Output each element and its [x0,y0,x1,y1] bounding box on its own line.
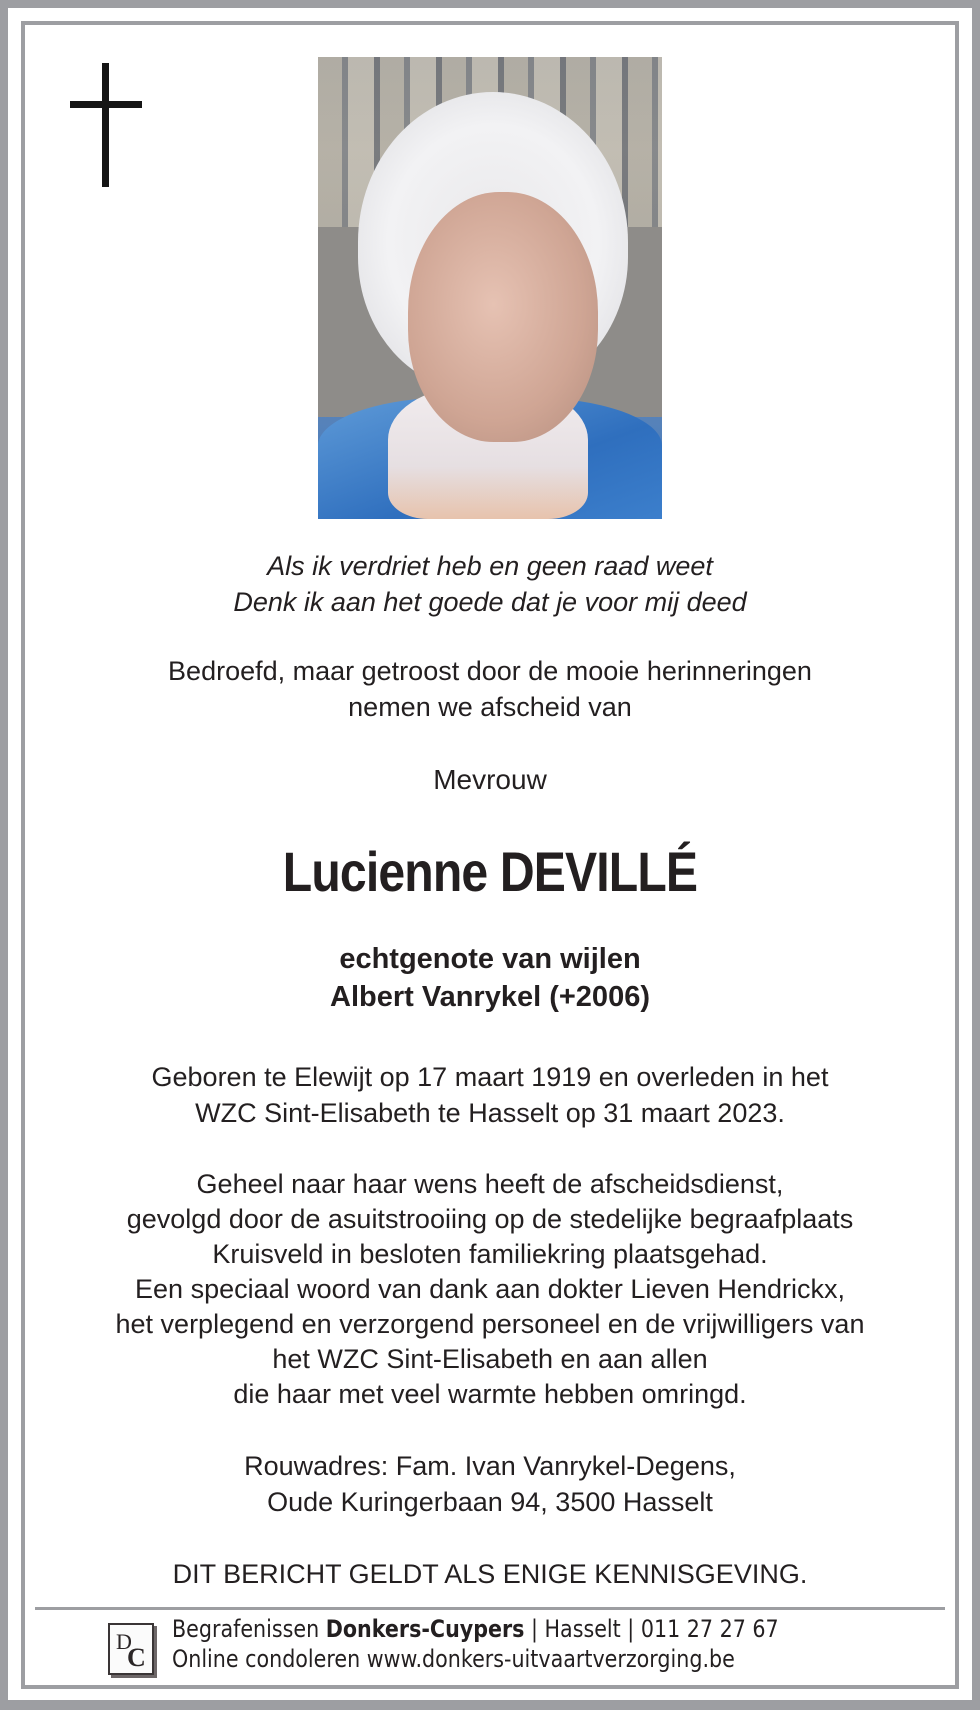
birth-death-line: WZC Sint-Elisabeth te Hasselt op 31 maart 2023. [195,1098,785,1128]
footer-line-2: Online condoleren www.donkers-uitvaartverzorging.be [172,1645,735,1673]
poem-line: Als ik verdriet heb en geen raad weet [267,551,713,581]
mourning-address [25,1448,955,1520]
footer-divider [35,1607,945,1610]
birth-death-line: Geboren te Elewijt op 17 maart 1919 en overleden in het [151,1062,829,1092]
message-line: die haar met veel warmte hebben omringd. [233,1379,747,1409]
poem-line: Denk ik aan het goede dat je voor mij deed [233,587,747,617]
address-line: Oude Kuringerbaan 94, 3500 Hasselt [267,1487,713,1517]
message-line: gevolgd door de asuitstrooiing op de stedelijke begraafplaats [126,1204,854,1234]
company-name: Donkers-Cuypers [325,1615,525,1643]
intro-line: Bedroefd, maar getroost door de mooie herinneringen [168,656,812,686]
funeral-home-info [172,1614,779,1674]
notice-text: DIT BERICHT GELDT ALS ENIGE KENNISGEVING. [172,1559,808,1589]
honorific: Mevrouw [433,764,547,795]
portrait-photo [318,57,662,519]
intro-text [25,653,955,725]
message-line: het verplegend en verzorgend personeel en de vrijwilligers van [115,1309,865,1339]
address-line: Rouwadres: Fam. Ivan Vanrykel-Degens, [244,1451,736,1481]
spouse-line: echtgenote van wijlen [339,943,641,975]
birth-death-info [25,1059,955,1131]
message-line: Kruisveld in besloten familiekring plaatsgehad. [212,1239,768,1269]
spouse-info [25,940,955,1016]
intro-line: nemen we afscheid van [348,692,632,722]
poem [25,548,955,620]
spouse-line: Albert Vanrykel (+2006) [330,981,650,1013]
funeral-home-logo-icon: D C [108,1623,154,1675]
cross-icon [70,63,142,187]
message-text [25,1167,955,1412]
deceased-name: Lucienne DEVILLÉ [282,840,698,903]
message-line: Een speciaal woord van dank aan dokter Lieven Hendrickx, [135,1274,845,1304]
message-line: het WZC Sint-Elisabeth en aan allen [272,1344,708,1374]
footer-line-1: Begrafenissen Donkers-Cuypers | Hasselt | 011 27 27 67 [172,1615,779,1643]
message-line: Geheel naar haar wens heeft de afscheidsdienst, [196,1169,784,1199]
